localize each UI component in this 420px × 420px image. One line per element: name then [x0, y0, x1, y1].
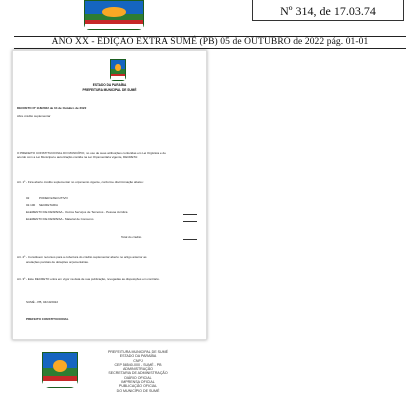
- preamble-line: acordo com a Lei Municipal e autorização contida na Lei Orçamentária vigente, DECRETA:: [17, 155, 139, 159]
- article-3: Art. 3º - Este DECRETO entra em vigor na data de sua publicação, revogadas as disposições em contrário.: [17, 277, 160, 281]
- total-amount-line: [183, 239, 197, 240]
- amount-line: [183, 221, 197, 222]
- decree-summary: Abre crédito suplementar: [17, 114, 51, 118]
- article-2-line: anulações parciais de dotações orçamentárias.: [26, 260, 89, 264]
- document-office: PREFEITURA MUNICIPAL DE SUMÉ: [82, 88, 137, 92]
- footer-line: ESTADO DA PARAÍBA: [119, 354, 157, 359]
- document-state: ESTADO DA PARAÍBA: [92, 83, 127, 87]
- document-crest: [110, 59, 126, 81]
- decree-title: DECRETO Nº 118/2022 de 04 de Outubro de 2022: [17, 106, 87, 110]
- footer-line: IMPRENSA OFICIAL: [121, 380, 155, 385]
- edition-number: Nº 314, de 17.03.74: [252, 0, 404, 21]
- footer-line: PREFEITURA MUNICIPAL DE SUMÉ: [107, 350, 169, 354]
- footer-info: [80, 350, 196, 393]
- footer-line: ADMINISTRAÇÃO: [123, 367, 153, 372]
- item-label: ELEMENTO DE DESPESA - Material de Consumo: [26, 217, 94, 221]
- footer-crest: [42, 352, 78, 388]
- footer-line: SECRETARIA DE ADMINISTRAÇÃO: [108, 371, 168, 376]
- item-code: 02: [26, 196, 30, 200]
- divider-bottom: [14, 48, 406, 49]
- total-label: Total do crédito: [121, 235, 142, 239]
- item-code: 02.100: [26, 203, 36, 207]
- footer-line: CNPJ: [133, 358, 143, 363]
- footer-line: DO MUNICÍPIO DE SUMÉ: [116, 388, 160, 393]
- signature-place: SUMÉ - PB, 04/10/2022: [26, 300, 59, 304]
- decree-page: [12, 50, 207, 340]
- article-2-line: Art. 2º - Constituem recursos para a cobertura do crédito suplementar aberto no artigo anterior as: [17, 255, 147, 259]
- edition-line: ANO XX - EDIÇÃO EXTRA SUMÉ (PB) 05 de OUTUBRO de 2022 pág. 01-01: [51, 37, 369, 47]
- preamble-line: O PREFEITO CONSTITUCIONAL DO MUNICÍPIO, no uso de suas atribuições conferidas em Lei Orgânica e de: [17, 151, 166, 155]
- municipal-crest: [84, 0, 144, 30]
- signature-name: PREFEITO CONSTITUCIONAL: [26, 317, 69, 321]
- amount-line: [183, 214, 197, 215]
- item-label: ELEMENTO DE DESPESA - Outros Serviços de Terceiros - Pessoa Jurídica: [26, 210, 128, 214]
- footer-line: CEP 58540-000 - SUMÉ - PB: [114, 362, 162, 367]
- article-1: Art. 1º - Fica aberto crédito suplementar no orçamento vigente, conforme discriminação abaixo:: [17, 180, 144, 184]
- footer-line: DIÁRIO OFICIAL: [124, 375, 152, 380]
- footer-line: PUBLICAÇÃO OFICIAL: [118, 384, 158, 389]
- item-label: PODER EXECUTIVO: [39, 196, 68, 200]
- item-label: SECRETARIA: [39, 203, 58, 207]
